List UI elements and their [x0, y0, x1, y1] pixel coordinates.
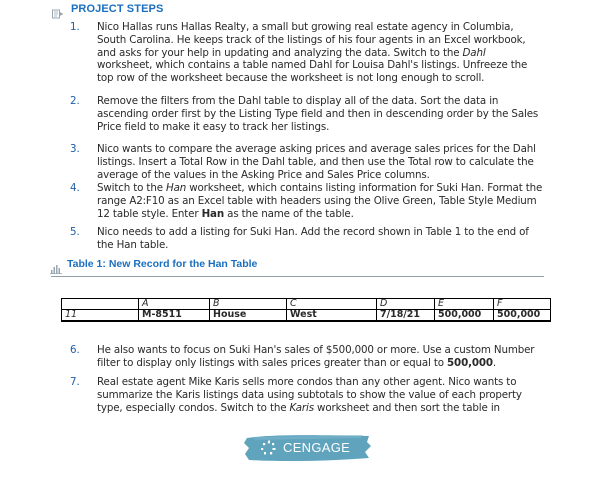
step-number: 2.	[70, 95, 80, 107]
step-5	[70, 226, 560, 252]
header-cell: C	[287, 299, 377, 310]
step-line: Price field to make it easy to track her listings.	[97, 120, 330, 133]
text-run: as the name of the table.	[224, 207, 354, 220]
step-number: 3.	[70, 143, 80, 155]
step-number: 6.	[70, 344, 80, 356]
new-record-table	[61, 298, 551, 322]
step-line: ascending order first by the Listing Type field and then in descending order by the Sales	[97, 107, 539, 120]
bold-run: Han	[201, 207, 225, 220]
text-run: and asks for your help in updating and analyzing the data. Switch to the	[97, 46, 460, 59]
data-cell: 500,000	[494, 310, 551, 322]
step-line: Nico needs to add a listing for Suki Han. Add the record shown in Table 1 to the end of	[97, 226, 529, 238]
text-run: Switch to the	[97, 182, 166, 194]
step-line	[97, 402, 522, 415]
step-line: the Han table.	[97, 238, 169, 251]
project-steps-heading	[52, 3, 163, 15]
data-cell: West	[287, 310, 377, 322]
step-text	[97, 226, 529, 252]
text-run: type, especially condos. Switch to the	[97, 401, 290, 414]
step-text	[97, 95, 538, 133]
cengage-mark-icon	[260, 440, 278, 456]
data-cell: House	[210, 310, 287, 322]
step-1	[70, 21, 560, 85]
step-text	[97, 21, 527, 85]
text-run: worksheet and then sort the table in	[313, 401, 500, 414]
step-line: range A2:F10 as an Excel table with headers using the Olive Green, Table Style Medium	[97, 194, 537, 207]
data-cell: 500,000	[435, 310, 494, 322]
bar-chart-icon	[50, 259, 62, 269]
step-line: listings. Insert a Total Row in the Dahl table, and then use the Total row to calculate the	[97, 155, 534, 168]
step-number: 4.	[70, 182, 80, 194]
text-run: .	[492, 356, 497, 369]
data-cell: M-8511	[139, 310, 210, 322]
step-4	[70, 182, 560, 220]
header-cell: A	[139, 299, 210, 310]
column-header-row	[62, 299, 551, 310]
step-number: 7.	[70, 376, 80, 388]
step-line: Nico wants to compare the average asking prices and average sales prices for the Dahl	[97, 143, 536, 155]
step-text	[97, 182, 542, 220]
step-text	[97, 143, 536, 181]
data-cell: 7/18/21	[377, 310, 435, 322]
step-3	[70, 143, 560, 181]
step-line: Real estate agent Mike Karis sells more condos than any other agent. Nico wants to	[97, 376, 517, 388]
text-run: 12 table style. Enter	[97, 207, 202, 220]
header-cell: B	[210, 299, 287, 310]
text-run: worksheet, which contains listing information for Suki Han. Format the	[186, 182, 543, 194]
step-line: South Carolina. He keeps track of the listings of his four agents in an Excel workbook,	[97, 33, 526, 46]
italic-run: Dahl	[462, 46, 486, 59]
step-text	[97, 376, 522, 414]
header-cell: E	[435, 299, 494, 310]
step-line	[97, 47, 527, 60]
step-text	[97, 344, 534, 370]
step-line: worksheet, which contains a table named Dahl for Louisa Dahl's listings. Unfreeze the	[97, 59, 528, 72]
logo-text: CENGAGE	[283, 440, 351, 455]
cengage-logo	[243, 432, 373, 464]
caption-divider	[51, 276, 544, 277]
table-row	[62, 310, 551, 322]
step-line: summarize the Karis listings data using subtotals to show the value of each property	[97, 388, 522, 401]
step-line	[97, 357, 534, 370]
italic-run: Karis	[289, 401, 314, 414]
step-line: Remove the filters from the Dahl table to display all of the data. Sort the data in	[97, 95, 499, 107]
row-number-cell: 11	[62, 310, 139, 322]
table-caption	[50, 258, 257, 270]
step-number: 1.	[70, 21, 80, 33]
bold-run: 500,000	[447, 356, 493, 369]
step-line: He also wants to focus on Suki Han's sales of $500,000 or more. Use a custom Number	[97, 344, 535, 356]
step-line	[97, 182, 542, 195]
step-line: average of the values in the Asking Price and Sales Price columns.	[97, 168, 430, 181]
heading-title: PROJECT STEPS	[71, 3, 164, 15]
italic-run: Han	[166, 182, 187, 194]
step-line: top row of the worksheet because the worksheet is not long enough to scroll.	[97, 72, 485, 85]
step-line	[97, 208, 542, 221]
header-cell: F	[494, 299, 551, 310]
step-2	[70, 95, 560, 133]
step-6	[70, 344, 560, 370]
step-7	[70, 376, 560, 414]
step-line: Nico Hallas runs Hallas Realty, a small but growing real estate agency in Columbia,	[97, 21, 514, 33]
step-number: 5.	[70, 226, 80, 238]
header-cell	[62, 299, 139, 310]
caption-title: Table 1: New Record for the Han Table	[67, 258, 258, 270]
document-arrow-icon	[52, 4, 64, 14]
text-run: filter to display only listings with sales prices greater than or equal to	[97, 356, 448, 369]
header-cell: D	[377, 299, 435, 310]
